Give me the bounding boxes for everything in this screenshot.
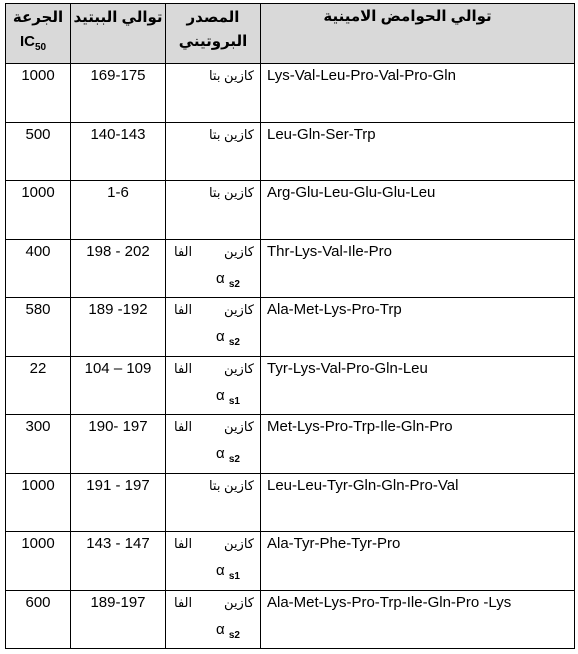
ic50-cell: 1000 xyxy=(6,474,71,532)
source-cell xyxy=(166,415,261,474)
alpha-glyph: α xyxy=(216,562,225,579)
source-alpha-word: الفا xyxy=(174,244,193,259)
source-alpha-word: الفا xyxy=(174,302,193,317)
peptide-seq-cell: 169-175 xyxy=(71,64,166,123)
alpha-glyph: α xyxy=(216,328,225,345)
amino-seq-cell: Leu-Gln-Ser-Trp xyxy=(261,123,575,181)
source-cell: كازين بتا xyxy=(166,474,261,532)
peptide-seq-cell: 191 - 197 xyxy=(71,474,166,532)
header-ic50 xyxy=(6,4,71,64)
table-row xyxy=(6,123,575,181)
source-word: كازين xyxy=(224,595,254,610)
source-cell: كازين بتا xyxy=(166,181,261,240)
header-ic50-unit xyxy=(6,30,70,60)
amino-seq-cell: Leu-Leu-Tyr-Gln-Gln-Pro-Val xyxy=(261,474,575,532)
ic50-cell: 500 xyxy=(6,123,71,181)
source-alpha-symbol xyxy=(216,562,240,582)
alpha-subscript: s1 xyxy=(228,396,240,407)
header-amino-seq: توالي الحوامض الامينية xyxy=(261,4,575,64)
amino-seq-cell: Ala-Met-Lys-Pro-Trp xyxy=(261,298,575,357)
source-alpha-symbol xyxy=(216,445,240,465)
amino-seq-cell: Tyr-Lys-Val-Pro-Gln-Leu xyxy=(261,357,575,415)
peptide-seq-cell: 189 -192 xyxy=(71,298,166,357)
alpha-subscript: s2 xyxy=(228,279,240,290)
amino-seq-cell: Ala-Met-Lys-Pro-Trp-Ile-Gln-Pro -Lys xyxy=(261,591,575,649)
source-word: كازين xyxy=(224,361,254,376)
source-alpha-word: الفا xyxy=(174,595,193,610)
peptide-seq-cell: 104 – 109 xyxy=(71,357,166,415)
source-alpha-word: الفا xyxy=(174,361,193,376)
peptide-seq-cell: 140-143 xyxy=(71,123,166,181)
table-row xyxy=(6,591,575,649)
source-cell: كازين بتا xyxy=(166,123,261,181)
ic50-cell: 22 xyxy=(6,357,71,415)
source-word: كازين xyxy=(224,419,254,434)
ic50-cell: 1000 xyxy=(6,64,71,123)
alpha-glyph: α xyxy=(216,621,225,638)
ic50-subscript: 50 xyxy=(34,42,47,53)
ic50-cell: 580 xyxy=(6,298,71,357)
source-word: كازين xyxy=(224,244,254,259)
peptide-seq-cell: 190- 197 xyxy=(71,415,166,474)
header-source xyxy=(166,4,261,64)
source-alpha-symbol xyxy=(216,387,240,407)
amino-seq-cell: Lys-Val-Leu-Pro-Val-Pro-Gln xyxy=(261,64,575,123)
source-cell xyxy=(166,357,261,415)
header-source-line2: البروتيني xyxy=(178,33,248,50)
header-ic50-label: الجرعة xyxy=(12,9,64,26)
source-word: كازين xyxy=(224,302,254,317)
ic50-cell: 400 xyxy=(6,240,71,298)
source-alpha-word: الفا xyxy=(174,536,193,551)
alpha-glyph: α xyxy=(216,387,225,404)
ic50-cell: 1000 xyxy=(6,532,71,591)
alpha-subscript: s2 xyxy=(228,454,240,465)
ic50-unit-text: IC xyxy=(19,33,35,50)
table-row xyxy=(6,298,575,357)
source-alpha-word: الفا xyxy=(174,419,193,434)
peptide-seq-cell: 198 - 202 xyxy=(71,240,166,298)
table-body xyxy=(6,4,575,649)
amino-seq-cell: Met-Lys-Pro-Trp-Ile-Gln-Pro xyxy=(261,415,575,474)
source-cell: كازين بتا xyxy=(166,64,261,123)
peptide-seq-cell: 1-6 xyxy=(71,181,166,240)
alpha-glyph: α xyxy=(216,270,225,287)
header-peptide-seq: توالي الببتيد xyxy=(71,4,166,64)
alpha-glyph: α xyxy=(216,445,225,462)
amino-seq-cell: Arg-Glu-Leu-Glu-Glu-Leu xyxy=(261,181,575,240)
amino-seq-cell: Ala-Tyr-Phe-Tyr-Pro xyxy=(261,532,575,591)
source-cell xyxy=(166,298,261,357)
table-row xyxy=(6,474,575,532)
alpha-subscript: s2 xyxy=(228,337,240,348)
source-alpha-symbol xyxy=(216,270,240,290)
ic50-cell: 1000 xyxy=(6,181,71,240)
peptide-seq-cell: 143 - 147 xyxy=(71,532,166,591)
source-word: كازين xyxy=(224,536,254,551)
alpha-subscript: s1 xyxy=(228,571,240,582)
table-row xyxy=(6,181,575,240)
table-row xyxy=(6,357,575,415)
header-source-line1: المصدر xyxy=(186,9,240,26)
table-row xyxy=(6,415,575,474)
table-row xyxy=(6,532,575,591)
source-cell xyxy=(166,240,261,298)
header-row xyxy=(6,4,575,64)
source-alpha-symbol xyxy=(216,328,240,348)
peptide-seq-cell: 189-197 xyxy=(71,591,166,649)
alpha-subscript: s2 xyxy=(228,630,240,641)
amino-seq-cell: Thr-Lys-Val-Ile-Pro xyxy=(261,240,575,298)
source-cell xyxy=(166,532,261,591)
ic50-cell: 300 xyxy=(6,415,71,474)
table-row xyxy=(6,240,575,298)
peptide-table xyxy=(5,3,575,649)
source-cell xyxy=(166,591,261,649)
source-alpha-symbol xyxy=(216,621,240,641)
ic50-cell: 600 xyxy=(6,591,71,649)
table-row xyxy=(6,64,575,123)
